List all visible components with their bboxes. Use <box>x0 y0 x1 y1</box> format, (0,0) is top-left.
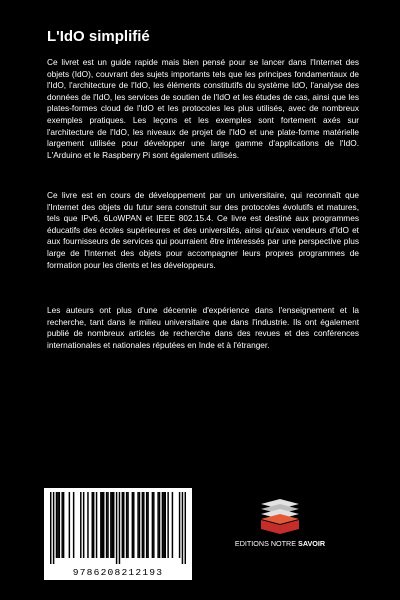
barcode-bar <box>57 492 58 558</box>
barcode-bar <box>100 492 101 558</box>
barcode-bar <box>59 492 60 558</box>
barcode-bar <box>112 492 113 558</box>
barcode-bar <box>119 492 120 564</box>
barcode-bar <box>96 492 97 558</box>
barcode-bar <box>147 492 148 558</box>
barcode-bar <box>126 492 127 558</box>
barcode-bar <box>80 492 81 558</box>
barcode-bar <box>172 492 173 558</box>
barcode-bar <box>116 492 117 564</box>
book-stack-icon <box>259 498 301 536</box>
publisher-name-prefix: EDITIONS NOTRE <box>234 539 299 548</box>
barcode-bar <box>143 492 144 558</box>
barcode-bar <box>61 492 62 558</box>
barcode-bar <box>93 492 94 558</box>
publisher-name-suffix: SAVOIR <box>298 539 326 548</box>
barcode-bar <box>152 492 153 558</box>
description-paragraph-2: Ce livre est en cours de développement par un universitaire, qui reconnaît que l'Internet des objets du futur sera construit sur des protocoles évolutifs et matures, tels que IPv6, 6LoWPAN et IEEE 802.15.4. Ce livre est destiné aux programmes éducatifs des écoles supérieures et des universités, ainsi qu'aux vendeurs d'IdO et aux fournisseurs de services qui pourraient être intéressés par une perspective plus large de l'Internet des objets pour accompagner leurs propres programmes de formation pour les clients et les développeurs. <box>47 190 359 270</box>
barcode-bar <box>107 492 108 558</box>
barcode-bar <box>50 492 51 564</box>
barcode-bar <box>69 492 70 558</box>
barcode-bar <box>159 492 160 558</box>
barcode-bar <box>83 492 84 558</box>
barcode-bar <box>113 492 114 558</box>
barcode-bar <box>165 492 166 558</box>
barcode-bar <box>110 492 111 558</box>
barcode-bar <box>182 492 183 564</box>
isbn-number: 9786208212193 <box>72 567 164 578</box>
barcode-bar <box>163 492 164 558</box>
barcode-bar <box>122 492 123 558</box>
barcode-bar <box>185 492 186 564</box>
barcode-bar <box>92 492 93 558</box>
barcode-bars <box>50 492 186 564</box>
barcode-bar <box>106 492 107 558</box>
barcode-bar <box>137 492 138 558</box>
barcode-bar <box>56 492 57 558</box>
publisher-name <box>220 539 340 548</box>
barcode-bar <box>123 492 124 558</box>
barcode-bar <box>162 492 163 558</box>
description-paragraph-1: Ce livret est un guide rapide mais bien pensé pour se lancer dans l'Internet des objets (IdO), couvrant des sujets importants tels que les principes fondamentaux de l'IdO, l'architecture de l'IdO, les éléments constitutifs du système IdO, l'analyse des données de l'IdO, les services de soutien de l'IdO et les études de cas, ainsi que les plates-formes cloud de l'IdO et les protocoles les plus utilisés, avec de nombreux exemples pratiques. Les leçons et les exemples sont fortement axés sur l'architecture de l'IdO, les niveaux de projet de l'IdO et une plate-forme matérielle largement utilisée pour développer une large gamme d'applications de l'IdO. L'Arduino et le Raspberry Pi sont également utilisés. <box>47 57 359 160</box>
book-title: L'IdO simplifié <box>47 28 150 45</box>
barcode-bar <box>73 492 74 558</box>
barcode-bar <box>146 492 147 558</box>
barcode-bar <box>53 492 54 564</box>
barcode-bar <box>127 492 128 558</box>
barcode-bar <box>132 492 133 558</box>
author-bio-paragraph: Les auteurs ont plus d'une décennie d'expérience dans l'enseignement et la recherche, tant dans le milieu universitaire que dans l'industrie. Ils ont également publié de nombreux articles de recherche dans des revues et des conférences internationales et nationales réputées en Inde et à l'étranger. <box>47 305 359 350</box>
barcode-bar <box>133 492 134 558</box>
barcode-bar <box>102 492 103 558</box>
barcode-bar <box>142 492 143 558</box>
barcode-bar <box>87 492 88 558</box>
barcode-bar <box>179 492 180 558</box>
isbn-barcode <box>44 488 192 580</box>
barcode-bar <box>157 492 158 558</box>
barcode-bar <box>167 492 168 558</box>
barcode-bar <box>63 492 64 558</box>
barcode-bar <box>103 492 104 558</box>
barcode-bar <box>139 492 140 558</box>
barcode-bar <box>153 492 154 558</box>
